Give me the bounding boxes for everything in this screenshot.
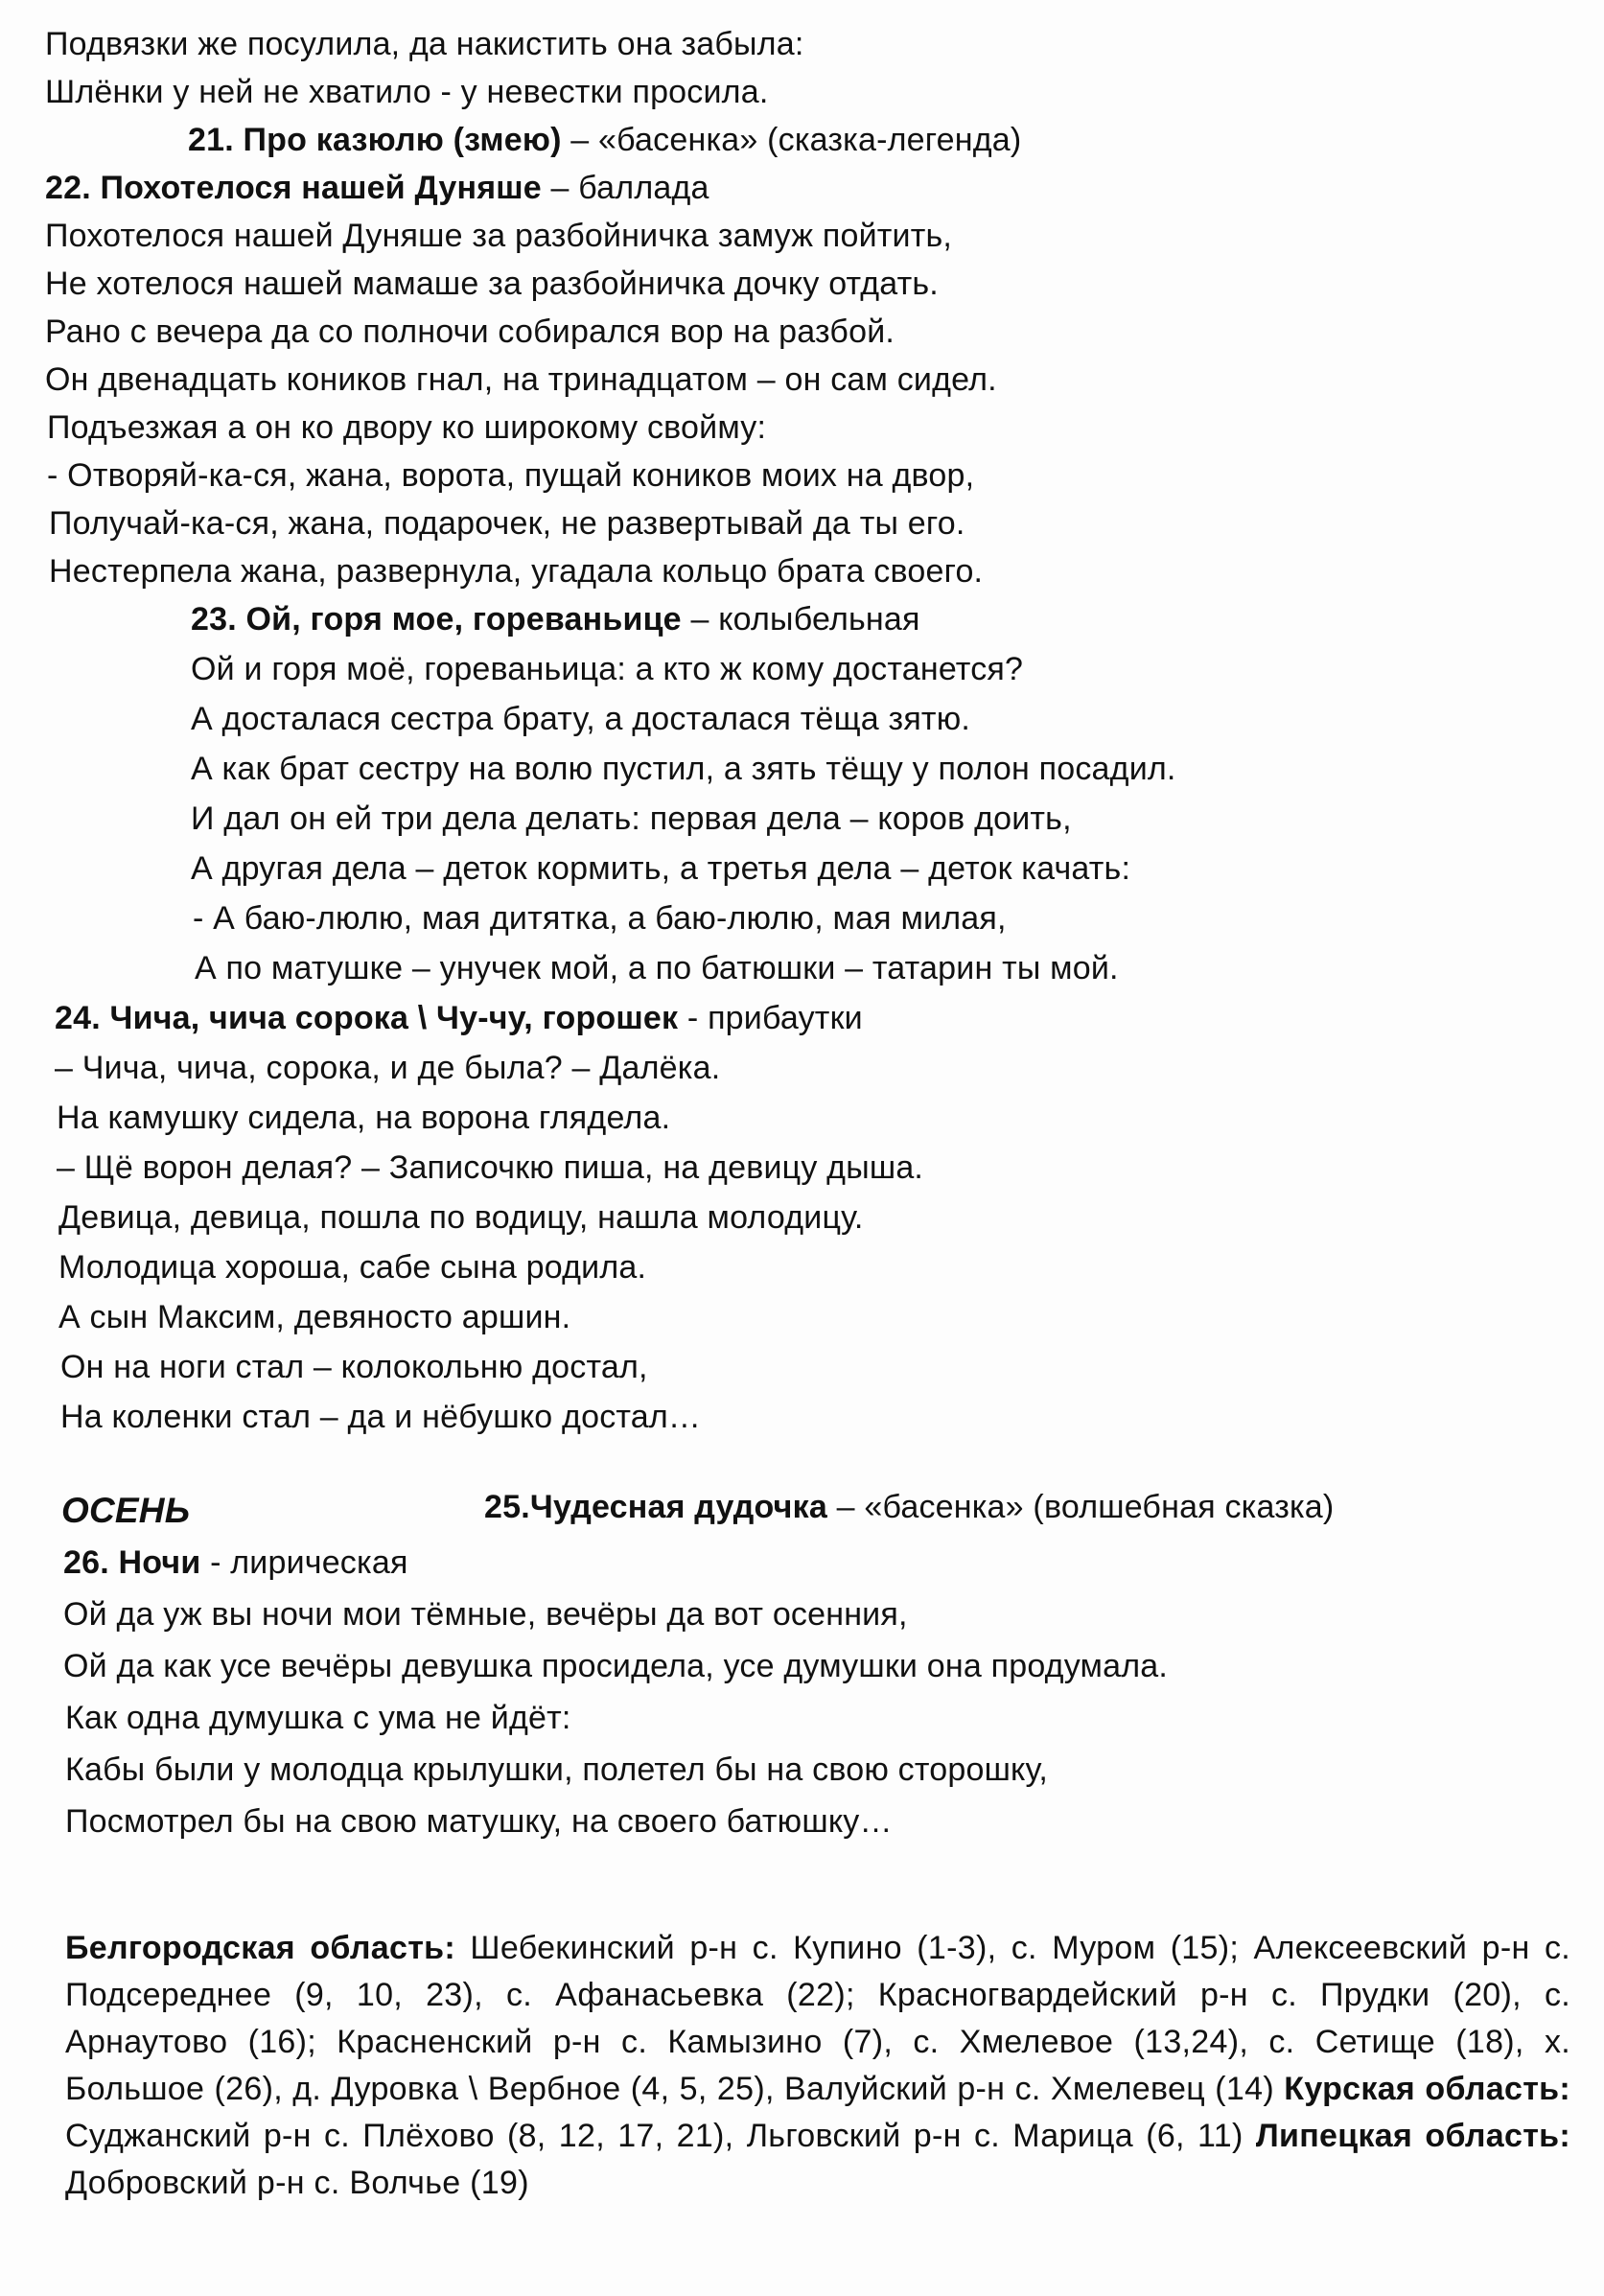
verse-line: На коленки стал – да и нёбушко достал… — [60, 1399, 702, 1435]
verse-line: Молодица хороша, сабе сына родила. — [58, 1249, 647, 1286]
verse-line: Рано с вечера да со полночи собирался вор на разбой. — [45, 313, 895, 350]
verse-line: Нестерпела жана, развернула, угадала кольцо брата своего. — [49, 553, 984, 590]
season-heading: ОСЕНЬ — [61, 1491, 191, 1530]
text-line: Подвязки же посулила, да накистить она забыла: — [45, 26, 804, 62]
section-title: 23. Ой, горя мое, гореваньице — [191, 601, 682, 638]
verse-line: Получай-ка-ся, жана, подарочек, не развертывай да ты его. — [49, 505, 965, 542]
section-23-heading — [191, 600, 920, 638]
section-title: 26. Ночи — [63, 1544, 201, 1581]
verse-line: Ой и горя моё, гореваньица: а кто ж кому достанется? — [191, 651, 1024, 687]
verse-line: И дал он ей три дела делать: первая дела – коров доить, — [191, 800, 1072, 837]
section-24-heading — [55, 999, 863, 1037]
verse-line: Девица, девица, пошла по водицу, нашла молодицу. — [58, 1199, 864, 1236]
verse-line: - Отворяй-ка-ся, жана, ворота, пущай коников моих на двор, — [47, 457, 975, 494]
verse-line: Похотелося нашей Дуняше за разбойничка замуж пойтить, — [45, 218, 953, 254]
section-genre: - прибаутки — [678, 1000, 863, 1036]
section-genre: – «басенка» (сказка-легенда) — [561, 122, 1022, 158]
verse-line: Он на ноги стал – колокольню достал, — [60, 1349, 648, 1385]
section-title: 21. Про казюлю (змею) — [188, 122, 562, 158]
section-25-heading — [484, 1488, 1334, 1526]
section-title: 25.Чудесная дудочка — [484, 1489, 827, 1525]
verse-line: На камушку сидела, на ворона глядела. — [57, 1100, 671, 1136]
verse-line: А другая дела – деток кормить, а третья дела – деток качать: — [191, 850, 1131, 887]
section-genre: – «басенка» (волшебная сказка) — [826, 1489, 1335, 1525]
verse-line: Ой да уж вы ночи мои тёмные, вечёры да вот осенния, — [63, 1596, 908, 1633]
verse-line: Подъезжая а он ко двору ко широкому свойму: — [47, 409, 767, 446]
verse-line: Как одна думушка с ума не йдёт: — [65, 1700, 571, 1736]
region-label: Курская область: — [1284, 2071, 1570, 2107]
region-label: Липецкая область: — [1255, 2118, 1570, 2154]
verse-line: Он двенадцать коников гнал, на тринадцатом – он сам сидел. — [45, 361, 997, 398]
text-line: Шлёнки у ней не хватило - у невестки просила. — [45, 74, 769, 110]
region-text: Суджанский р-н с. Плёхово (8, 12, 17, 21), Льговский р-н с. Марица (6, 11) — [65, 2118, 1256, 2154]
sources-block — [65, 1925, 1570, 2207]
region-text: Добровский р-н с. Волчье (19) — [65, 2165, 529, 2201]
verse-line: А сын Максим, девяносто аршин. — [58, 1299, 571, 1335]
section-genre: – баллада — [541, 170, 709, 206]
verse-line: А как брат сестру на волю пустил, а зять тёщу у полон посадил. — [191, 751, 1176, 787]
verse-line: Ой да как усе вечёры девушка просидела, усе думушки она продумала. — [63, 1648, 1169, 1684]
section-genre: - лирическая — [200, 1544, 408, 1581]
verse-line: Не хотелося нашей мамаше за разбойничка дочку отдать. — [45, 266, 939, 302]
section-title: 22. Похотелося нашей Дуняше — [45, 170, 542, 206]
verse-line: Кабы были у молодца крылушки, полетел бы на свою сторошку, — [65, 1751, 1048, 1788]
verse-line: – Чича, чича, сорока, и де была? – Далёка. — [55, 1050, 721, 1086]
section-22-heading — [45, 169, 709, 207]
region-text: Шебекинский р-н с. Купино (1-3), с. Муром (15); Алексеевский р-н с. Подсереднее (9, 10, 23), с. Афанасьевка (22); Красногвардейский р-н с. Прудки (20), с. Арнаутово (16); Красненский р-н с. Камызино (7), с. Хмелевое (13,24), с. Сетище (18), х. Большое (26), д. Дуровка \ Вербное (4, 5, 25), Валуйский р-н с. Хмелевец (14) — [65, 1930, 1570, 2107]
section-genre: – колыбельная — [681, 601, 920, 638]
verse-line: - А баю-люлю, мая дитятка, а баю-люлю, мая милая, — [193, 900, 1007, 937]
section-21-heading — [188, 121, 1021, 159]
region-label: Белгородская область: — [65, 1930, 455, 1966]
verse-line: – Щё ворон делая? – Записочкю пиша, на девицу дыша. — [57, 1149, 924, 1186]
verse-line: А досталася сестра брату, а досталася тёща зятю. — [191, 701, 971, 737]
verse-line: Посмотрел бы на свою матушку, на своего батюшку… — [65, 1803, 893, 1840]
section-26-heading — [63, 1543, 408, 1582]
verse-line: А по матушке – унучек мой, а по батюшки – татарин ты мой. — [195, 950, 1119, 986]
section-title: 24. Чича, чича сорока \ Чу-чу, горошек — [55, 1000, 679, 1036]
